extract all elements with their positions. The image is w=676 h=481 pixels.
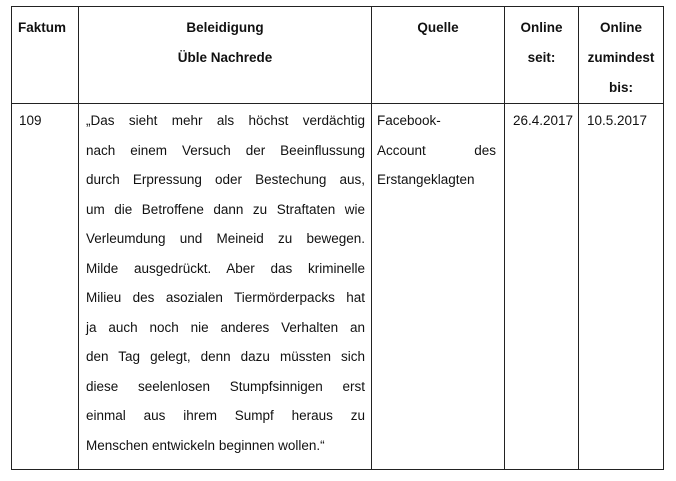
quote-line: einmal aus ihrem Sumpf heraus zu: [86, 408, 365, 423]
online-seit-date: 26.4.2017: [513, 113, 574, 128]
quote-line: Milieu des asozialen Tiermörderpacks hat: [86, 290, 365, 305]
quote-line: „Das sieht mehr als höchst verdächtig: [86, 113, 365, 128]
cell-faktum: [12, 104, 79, 470]
document-table: [11, 6, 664, 470]
header-online-seit-line1: Online: [520, 20, 563, 35]
cell-online-seit: [505, 104, 579, 470]
cell-quote: [79, 104, 372, 470]
header-quelle-label: Quelle: [417, 20, 459, 35]
source-line: Account des: [377, 142, 496, 158]
quote-line: ja auch noch nie anderes Verhalten an: [86, 319, 365, 335]
quote-line: durch Erpressung oder Bestechung aus,: [86, 172, 365, 187]
quote-line: um die Betroffene dann zu Straftaten wie: [86, 201, 365, 217]
header-online-bis-line3: bis:: [608, 80, 633, 95]
quote-line: Milde ausgedrückt. Aber das kriminelle: [86, 260, 365, 276]
header-quelle: [372, 7, 505, 104]
header-beleidigung: [79, 7, 372, 104]
source-line: Erstangeklagten: [377, 172, 475, 187]
quote-line: den Tag gelegt, denn dazu müssten sich: [86, 349, 365, 364]
quote-line: Verleumdung und Meineid zu bewegen.: [86, 231, 365, 246]
table-row: [12, 104, 664, 470]
header-online-seit: [505, 7, 579, 104]
header-row: [12, 7, 664, 104]
header-online-seit-line2: seit:: [527, 50, 556, 65]
header-faktum-label: Faktum: [18, 20, 67, 35]
quote-line: nach einem Versuch der Beeinflussung: [86, 142, 365, 158]
quote-line: diese seelenlosen Stumpfsinnigen erst: [86, 378, 365, 394]
header-online-bis-line1: Online: [599, 20, 642, 35]
online-bis-date: 10.5.2017: [587, 113, 648, 128]
quote-line: Menschen entwickeln beginnen wollen.“: [86, 437, 325, 453]
cell-online-bis: [579, 104, 664, 470]
header-online-bis-line2: zumindest: [587, 50, 655, 65]
cell-source: [372, 104, 505, 470]
header-online-bis: [579, 7, 664, 104]
header-faktum: [12, 7, 79, 104]
faktum-number: 109: [19, 113, 42, 128]
header-beleidigung-line2: Üble Nachrede: [177, 50, 273, 65]
source-line: Facebook-: [377, 113, 441, 128]
header-beleidigung-line1: Beleidigung: [186, 20, 264, 35]
